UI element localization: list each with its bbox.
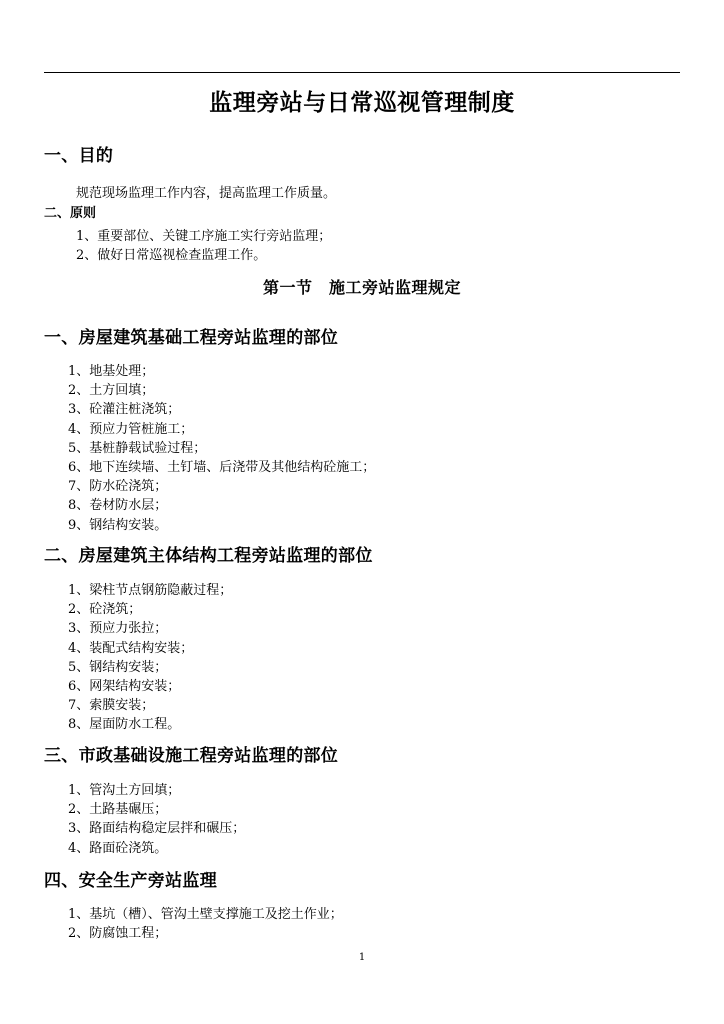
list-item: 4、预应力管桩施工； [68, 421, 194, 437]
header-rule [44, 72, 680, 73]
list-item: 4、路面砼浇筑。 [68, 840, 168, 856]
list-item: 5、基桩静载试验过程； [68, 440, 207, 456]
list-item: 8、屋面防水工程。 [68, 717, 181, 733]
municipal-list [68, 781, 245, 858]
list-item: 2、做好日常巡视检查监理工作。 [76, 248, 267, 263]
main-structure-list [68, 581, 232, 735]
list-item: 1、基坑（槽）、管沟土壁支撑施工及挖土作业； [68, 907, 343, 922]
list-item: 8、卷材防水层； [68, 498, 168, 514]
document-title: 监理旁站与日常巡视管理制度 [209, 89, 515, 116]
principles-list [76, 227, 331, 265]
list-item: 6、地下连续墙、土钉墙、后浇带及其他结构砼施工； [68, 459, 376, 475]
list-item: 2、土路基碾压； [68, 802, 168, 818]
principles-heading: 二、原则 [44, 206, 97, 221]
list-item: 3、砼灌注桩浇筑； [68, 402, 181, 418]
list-item: 5、钢结构安装； [68, 659, 168, 675]
list-item: 7、防水砼浇筑； [68, 479, 168, 495]
part-heading-safety: 四、安全生产旁站监理 [44, 871, 217, 891]
list-item: 1、管沟土方回填； [68, 783, 181, 798]
list-item: 2、土方回填； [68, 383, 155, 399]
section-title: 第一节 施工旁站监理规定 [262, 278, 461, 297]
purpose-text: 规范现场监理工作内容，提高监理工作质量。 [76, 186, 337, 201]
list-item: 4、装配式结构安装； [68, 640, 194, 656]
purpose-heading: 一、目的 [44, 146, 114, 166]
list-item: 1、梁柱节点钢筋隐蔽过程； [68, 583, 233, 598]
foundation-list [68, 362, 375, 535]
part-heading-foundation: 一、房屋建筑基础工程旁站监理的部位 [44, 328, 339, 348]
safety-list [68, 905, 343, 943]
list-item: 6、网架结构安装； [68, 678, 181, 694]
list-item: 1、地基处理； [68, 364, 155, 379]
list-item: 2、砼浇筑； [68, 602, 142, 618]
list-item: 2、防腐蚀工程； [68, 926, 168, 942]
list-item: 7、索膜安装； [68, 698, 155, 714]
list-item: 3、路面结构稳定层拌和碾压； [68, 821, 246, 837]
list-item: 1、重要部位、关键工序施工实行旁站监理； [76, 229, 332, 244]
list-item: 3、预应力张拉； [68, 621, 168, 637]
list-item: 9、钢结构安装。 [68, 517, 168, 533]
part-heading-municipal: 三、市政基础设施工程旁站监理的部位 [44, 746, 339, 766]
part-heading-main-structure: 二、房屋建筑主体结构工程旁站监理的部位 [44, 546, 373, 566]
page-number: 1 [358, 952, 366, 963]
